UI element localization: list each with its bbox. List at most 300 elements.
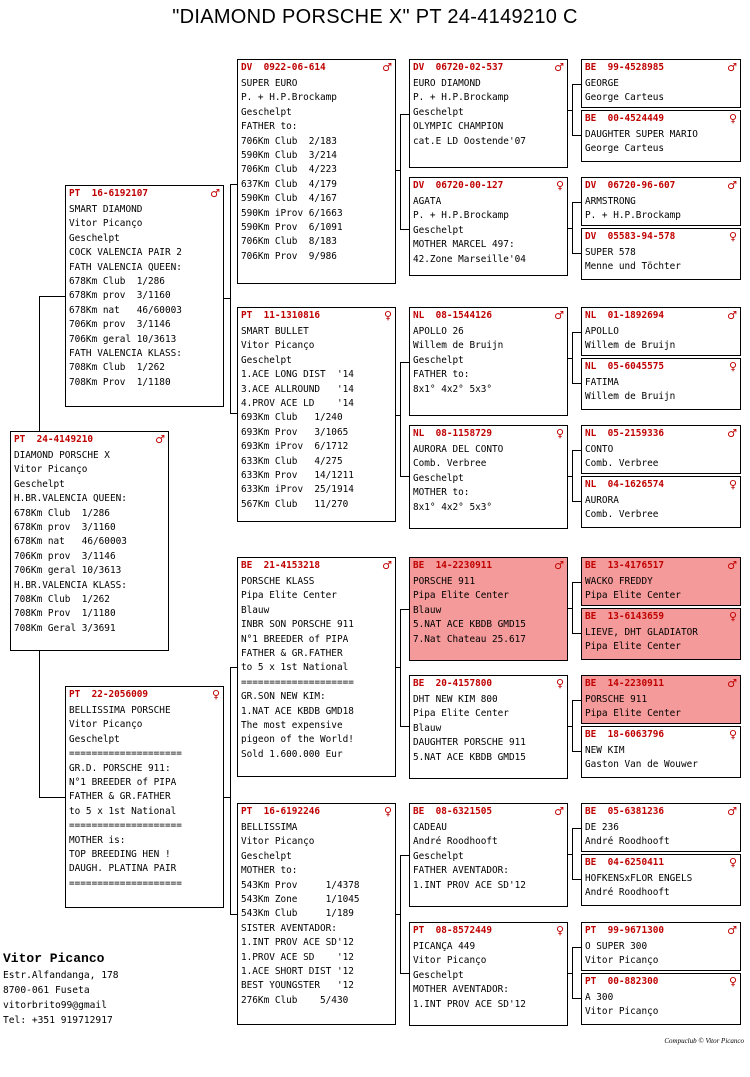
- ring-number: BE 14-2230911: [413, 560, 493, 571]
- connector-line: [572, 450, 573, 502]
- card-line: CADEAU: [413, 822, 447, 833]
- ring-number: DV 06720-96-607: [585, 180, 676, 191]
- card-header: [413, 61, 564, 76]
- ring-number: NL 08-1544126: [413, 310, 493, 321]
- card-line: FATHER & GR.FATHER: [69, 791, 171, 803]
- connector-line: [400, 114, 401, 230]
- pedigree-card-fmm: [409, 425, 568, 529]
- card-line: 706Km geral 10/3613: [14, 565, 122, 577]
- card-line: Vitor Picanço: [241, 836, 315, 848]
- card-line: Geschelpt: [241, 850, 292, 862]
- footer-credit: Compuclub © Vitor Picanco: [664, 1037, 744, 1045]
- card-line: 5.NAT ACE KBDB GMD15: [413, 619, 526, 631]
- card-line: 3.ACE ALLROUND '14: [241, 383, 354, 395]
- card-line: 678Km Club 1/286: [14, 507, 110, 519]
- ring-number: PT 16-6192246: [241, 806, 321, 817]
- connector-line: [572, 947, 581, 948]
- card-line: Geschelpt: [69, 232, 120, 244]
- card-line: 706Km prov 3/1146: [14, 550, 116, 562]
- card-line: P. + H.P.Brockamp: [413, 210, 509, 222]
- card-header: [585, 309, 737, 324]
- card-line: DAUGHTER PORSCHE 911: [413, 737, 526, 749]
- connector-line: [400, 476, 409, 477]
- ring-number: DV 06720-02-537: [413, 62, 504, 73]
- card-line: Comb. Verbree: [413, 458, 487, 470]
- card-line: ====================: [241, 676, 354, 688]
- pedigree-card-g13: [581, 803, 741, 852]
- connector-line: [400, 362, 409, 363]
- connector-line: [400, 609, 409, 610]
- card-line: MOTHER MARCEL 497:: [413, 239, 515, 251]
- owner-name: Vitor Picanco: [3, 951, 105, 966]
- connector-line: [572, 332, 581, 333]
- connector-line: [39, 296, 40, 431]
- card-line: TOP BREEDING HEN !: [69, 849, 171, 861]
- pedigree-card-g12: [581, 726, 741, 778]
- ring-number: BE 04-6250411: [585, 857, 665, 868]
- card-line: Vitor Picanço: [585, 1006, 659, 1018]
- card-line: 706Km geral 10/3613: [69, 333, 177, 345]
- male-icon: ♂: [554, 559, 564, 572]
- male-icon: ♂: [727, 677, 737, 690]
- card-line: 5.NAT ACE KBDB GMD15: [413, 751, 526, 763]
- male-icon: ♂: [727, 559, 737, 572]
- card-line: WACKO FREDDY: [585, 576, 653, 587]
- card-line: to 5 x 1st National: [241, 662, 349, 674]
- pedigree-card-g3: [581, 177, 741, 226]
- card-line: FATHER to:: [413, 369, 470, 381]
- card-line: 590Km iProv 6/1663: [241, 207, 343, 219]
- card-line: O SUPER 300: [585, 941, 648, 952]
- connector-line: [400, 973, 409, 974]
- card-header: [413, 924, 564, 939]
- ring-number: BE 08-6321505: [413, 806, 493, 817]
- pedigree-card-mmm: [409, 922, 568, 1026]
- male-icon: ♂: [727, 61, 737, 74]
- pedigree-card-g2: [581, 110, 741, 162]
- card-line: Willem de Bruijn: [413, 340, 504, 352]
- pedigree-card-g7: [581, 425, 741, 474]
- card-header: [241, 559, 392, 574]
- card-line: 1.PROV ACE SD '12: [241, 951, 354, 963]
- card-line: Comb. Verbree: [585, 509, 659, 521]
- connector-line: [572, 202, 573, 254]
- connector-line: [572, 202, 581, 203]
- card-line: OLYMPIC CHAMPION: [413, 121, 504, 133]
- connector-line: [396, 415, 400, 416]
- female-icon: ♀: [728, 478, 737, 491]
- card-line: 7.Nat Chateau 25.617: [413, 633, 526, 645]
- page-title: "DIAMOND PORSCHE X" PT 24-4149210 C: [172, 6, 578, 28]
- card-line: 8x1° 4x2° 5x3°: [413, 501, 493, 513]
- ring-number: BE 00-4524449: [585, 113, 665, 124]
- connector-line: [572, 253, 581, 254]
- card-line: 706Km prov 3/1146: [69, 319, 171, 331]
- connector-line: [568, 973, 572, 974]
- card-line: Vitor Picanço: [585, 955, 659, 967]
- card-line: Geschelpt: [14, 478, 65, 490]
- card-line: AGATA: [413, 196, 442, 207]
- connector-line: [572, 700, 573, 752]
- connector-line: [230, 667, 231, 915]
- connector-line: [230, 914, 237, 915]
- male-icon: ♂: [727, 427, 737, 440]
- card-header: [585, 856, 737, 871]
- connector-line: [396, 914, 400, 915]
- card-line: SUPER 578: [585, 247, 636, 258]
- card-line: DHT NEW KIM 800: [413, 694, 498, 705]
- card-line: PICANÇA 449: [413, 941, 476, 952]
- card-header: [413, 179, 564, 194]
- pedigree-card-g6: [581, 358, 741, 410]
- connector-line: [572, 828, 573, 880]
- connector-line: [572, 751, 581, 752]
- connector-line: [572, 700, 581, 701]
- pedigree-card-g1: [581, 59, 741, 108]
- card-line: Geschelpt: [413, 969, 464, 981]
- pedigree-card-ffm: [409, 177, 568, 276]
- card-header: [585, 805, 737, 820]
- female-icon: ♀: [383, 805, 392, 818]
- card-line: 543Km Club 1/189: [241, 908, 354, 920]
- ring-number: BE 99-4528985: [585, 62, 665, 73]
- female-icon: ♀: [211, 688, 220, 701]
- card-line: Willem de Bruijn: [585, 391, 676, 403]
- card-header: [413, 427, 564, 442]
- card-line: 8x1° 4x2° 5x3°: [413, 383, 493, 395]
- card-line: Sold 1.600.000 Eur: [241, 748, 343, 760]
- card-line: 567Km Club 11/270: [241, 498, 349, 510]
- card-line: cat.E LD Oostende'07: [413, 135, 526, 147]
- ring-number: BE 13-4176517: [585, 560, 665, 571]
- connector-line: [400, 726, 409, 727]
- card-line: 42.Zone Marseille'04: [413, 253, 526, 265]
- connector-line: [572, 879, 581, 880]
- card-line: INBR SON PORSCHE 911: [241, 619, 354, 631]
- card-line: 678Km prov 3/1160: [69, 290, 171, 302]
- card-line: 693Km iProv 6/1712: [241, 441, 349, 453]
- connector-line: [39, 797, 65, 798]
- connector-line: [572, 501, 581, 502]
- ring-number: BE 20-4157800: [413, 678, 493, 689]
- pedigree-card-g9: [581, 557, 741, 606]
- connector-line: [572, 84, 573, 136]
- card-line: MOTHER AVENTADOR:: [413, 984, 509, 996]
- male-icon: ♂: [210, 187, 220, 200]
- card-line: NEW KIM: [585, 745, 625, 756]
- female-icon: ♀: [383, 309, 392, 322]
- card-line: 1.NAT ACE KBDB GMD18: [241, 705, 354, 717]
- card-line: 1.ACE SHORT DIST '12: [241, 966, 354, 978]
- connector-line: [572, 383, 581, 384]
- pedigree-card-fm: [237, 307, 396, 522]
- owner-address: Estr.Alfandanga, 178: [3, 970, 119, 981]
- pedigree-card-mfm: [409, 675, 568, 779]
- card-line: Geschelpt: [413, 106, 464, 118]
- ring-number: DV 06720-00-127: [413, 180, 504, 191]
- card-line: Vitor Picanço: [14, 464, 88, 476]
- card-line: 543Km Prov 1/4378: [241, 879, 360, 891]
- card-header: [413, 309, 564, 324]
- connector-line: [230, 184, 231, 299]
- connector-line: [400, 609, 401, 727]
- card-line: to 5 x 1st National: [69, 805, 177, 817]
- connector-line: [572, 633, 581, 634]
- card-line: ====================: [69, 877, 182, 889]
- card-line: SMART DIAMOND: [69, 204, 143, 215]
- card-line: 637Km Club 4/179: [241, 178, 337, 190]
- ring-number: BE 13-6143659: [585, 611, 665, 622]
- pedigree-card-g16: [581, 973, 741, 1025]
- card-line: 1.INT PROV ACE SD'12: [413, 998, 526, 1010]
- male-icon: ♂: [554, 805, 564, 818]
- connector-line: [230, 184, 237, 185]
- connector-line: [400, 855, 401, 974]
- card-line: 4.PROV ACE LD '14: [241, 398, 354, 410]
- card-line: LIEVE, DHT GLADIATOR: [585, 627, 698, 638]
- card-line: SUPER EURO: [241, 78, 298, 89]
- connector-line: [568, 608, 572, 609]
- female-icon: ♀: [728, 360, 737, 373]
- card-header: [585, 427, 737, 442]
- card-line: GR.SON NEW KIM:: [241, 691, 326, 703]
- card-line: DIAMOND PORSCHE X: [14, 450, 110, 461]
- connector-line: [39, 651, 40, 798]
- pedigree-card-mm: [237, 803, 396, 1025]
- ring-number: PT 24-4149210: [14, 434, 94, 445]
- card-line: P. + H.P.Brockamp: [241, 92, 337, 104]
- connector-line: [568, 854, 572, 855]
- card-line: Pipa Elite Center: [585, 590, 681, 602]
- card-header: [241, 61, 392, 76]
- ring-number: BE 05-6381236: [585, 806, 665, 817]
- female-icon: ♀: [728, 856, 737, 869]
- card-line: 678Km prov 3/1160: [14, 522, 116, 534]
- connector-line: [224, 298, 230, 299]
- card-header: [413, 805, 564, 820]
- male-icon: ♂: [727, 309, 737, 322]
- card-line: 706Km Club 2/183: [241, 135, 337, 147]
- card-line: 1.ACE LONG DIST '14: [241, 369, 354, 381]
- ring-number: NL 08-1158729: [413, 428, 493, 439]
- male-icon: ♂: [727, 179, 737, 192]
- card-line: A 300: [585, 992, 614, 1003]
- card-line: ARMSTRONG: [585, 196, 636, 207]
- card-line: Pipa Elite Center: [413, 590, 509, 602]
- card-line: ====================: [69, 748, 182, 760]
- card-line: EURO DIAMOND: [413, 78, 481, 89]
- connector-line: [400, 855, 409, 856]
- connector-line: [400, 114, 409, 115]
- card-line: 276Km Club 5/430: [241, 994, 349, 1006]
- card-line: pigeon of the World!: [241, 734, 354, 746]
- connector-line: [572, 135, 581, 136]
- card-header: [585, 559, 737, 574]
- ring-number: PT 16-6192107: [69, 188, 149, 199]
- card-line: P. + H.P.Brockamp: [585, 210, 681, 222]
- card-line: 633Km Prov 14/1211: [241, 470, 354, 482]
- connector-line: [230, 667, 237, 668]
- card-line: Geschelpt: [69, 733, 120, 745]
- ring-number: NL 05-6045575: [585, 361, 665, 372]
- pedigree-card-g10: [581, 608, 741, 660]
- card-line: Pipa Elite Center: [241, 590, 337, 602]
- card-header: [585, 677, 737, 692]
- card-line: 678Km nat 46/60003: [69, 304, 182, 316]
- card-line: AURORA: [585, 495, 619, 506]
- card-line: 708Km Geral 3/3691: [14, 622, 116, 634]
- card-line: PORSCHE 911: [413, 576, 476, 587]
- card-line: 708Km Club 1/262: [69, 362, 165, 374]
- card-header: [585, 924, 737, 939]
- ring-number: PT 22-2056009: [69, 689, 149, 700]
- ring-number: PT 11-1310816: [241, 310, 321, 321]
- card-line: APOLLO 26: [413, 326, 464, 337]
- card-line: The most expensive: [241, 720, 343, 732]
- ring-number: NL 04-1626574: [585, 479, 665, 490]
- connector-line: [230, 298, 231, 414]
- card-header: [585, 975, 737, 990]
- card-line: FATHER to:: [241, 121, 298, 133]
- connector-line: [224, 797, 230, 798]
- card-line: 633Km Club 4/275: [241, 455, 343, 467]
- card-header: [585, 728, 737, 743]
- card-line: André Roodhooft: [585, 887, 670, 899]
- pedigree-card-g15: [581, 922, 741, 971]
- connector-line: [396, 667, 400, 668]
- card-line: FATHER AVENTADOR:: [413, 865, 509, 877]
- card-header: [585, 360, 737, 375]
- card-line: HOFKENSxFLOR ENGELS: [585, 873, 693, 884]
- card-line: PORSCHE 911: [585, 694, 648, 705]
- card-line: 543Km Zone 1/1045: [241, 894, 360, 906]
- card-line: SMART BULLET: [241, 326, 309, 337]
- card-line: Pipa Elite Center: [413, 708, 509, 720]
- connector-line: [39, 296, 65, 297]
- card-header: [14, 433, 165, 448]
- pedigree-card-subject: [10, 431, 169, 651]
- male-icon: ♂: [382, 559, 392, 572]
- pedigree-card-mff: [409, 557, 568, 661]
- card-line: 1.INT PROV ACE SD'12: [413, 879, 526, 891]
- male-icon: ♂: [554, 61, 564, 74]
- card-line: PORSCHE KLASS: [241, 576, 315, 587]
- card-header: [585, 61, 737, 76]
- card-line: DE 236: [585, 822, 619, 833]
- connector-line: [230, 413, 237, 414]
- card-header: [585, 230, 737, 245]
- card-line: FATH VALENCIA KLASS:: [69, 348, 182, 360]
- card-line: MOTHER is:: [69, 834, 126, 846]
- female-icon: ♀: [728, 728, 737, 741]
- card-line: Geschelpt: [413, 850, 464, 862]
- card-line: AURORA DEL CONTO: [413, 444, 504, 455]
- card-line: FATH VALENCIA QUEEN:: [69, 261, 182, 273]
- card-header: [585, 179, 737, 194]
- card-line: Geschelpt: [413, 224, 464, 236]
- card-line: Blauw: [241, 604, 270, 616]
- pedigree-card-father: [65, 185, 224, 407]
- card-line: 706Km Prov 9/986: [241, 250, 337, 262]
- card-line: Vitor Picanço: [69, 719, 143, 731]
- card-line: Pipa Elite Center: [585, 641, 681, 653]
- ring-number: BE 21-4153218: [241, 560, 321, 571]
- pedigree-card-g14: [581, 854, 741, 906]
- card-line: Willem de Bruijn: [585, 340, 676, 352]
- female-icon: ♀: [555, 677, 564, 690]
- card-line: 678Km nat 46/60003: [14, 536, 127, 548]
- card-line: BEST YOUNGSTER '12: [241, 980, 354, 992]
- connector-line: [396, 170, 400, 171]
- connector-line: [568, 476, 572, 477]
- connector-line: [572, 332, 573, 384]
- card-line: GR.D. PORSCHE 911:: [69, 762, 171, 774]
- connector-line: [568, 110, 572, 111]
- card-line: P. + H.P.Brockamp: [413, 92, 509, 104]
- owner-email: vitorbrito99@gmail: [3, 1000, 107, 1011]
- card-line: 708Km Club 1/262: [14, 594, 110, 606]
- male-icon: ♂: [727, 805, 737, 818]
- male-icon: ♂: [382, 61, 392, 74]
- card-line: 693Km Prov 3/1065: [241, 426, 349, 438]
- ring-number: PT 99-9671300: [585, 925, 665, 936]
- card-line: George Carteus: [585, 143, 665, 155]
- card-line: BELLISSIMA: [241, 822, 298, 833]
- connector-line: [572, 84, 581, 85]
- card-header: [413, 677, 564, 692]
- card-line: GEORGE: [585, 78, 619, 89]
- ring-number: PT 00-882300: [585, 976, 659, 987]
- connector-line: [400, 362, 401, 477]
- connector-line: [572, 947, 573, 999]
- pedigree-card-g4: [581, 228, 741, 280]
- card-line: Vitor Picanço: [241, 340, 315, 352]
- pedigree-card-g11: [581, 675, 741, 724]
- card-line: H.BR.VALENCIA QUEEN:: [14, 493, 127, 505]
- card-line: Menne und Töchter: [585, 261, 681, 273]
- female-icon: ♀: [728, 112, 737, 125]
- male-icon: ♂: [554, 309, 564, 322]
- card-line: APOLLO: [585, 326, 619, 337]
- card-line: Pipa Elite Center: [585, 708, 681, 720]
- female-icon: ♀: [555, 427, 564, 440]
- connector-line: [572, 582, 581, 583]
- card-line: Geschelpt: [241, 354, 292, 366]
- card-header: [413, 559, 564, 574]
- connector-line: [568, 228, 572, 229]
- card-line: N°1 BREEDER of PIPA: [241, 633, 349, 645]
- card-line: 590Km Club 3/214: [241, 150, 337, 162]
- card-line: DAUGHTER SUPER MARIO: [585, 129, 698, 140]
- card-line: COCK VALENCIA PAIR 2: [69, 247, 182, 259]
- ring-number: PT 08-8572449: [413, 925, 493, 936]
- card-header: [241, 805, 392, 820]
- owner-phone: Tel: +351 919712917: [3, 1015, 113, 1026]
- card-header: [69, 187, 220, 202]
- female-icon: ♀: [728, 610, 737, 623]
- connector-line: [568, 358, 572, 359]
- card-line: Geschelpt: [241, 106, 292, 118]
- ring-number: BE 14-2230911: [585, 678, 665, 689]
- connector-line: [568, 726, 572, 727]
- card-line: MOTHER to:: [241, 865, 298, 877]
- card-line: 590Km Club 4/167: [241, 193, 337, 205]
- card-line: André Roodhooft: [585, 836, 670, 848]
- owner-postal: 8700-061 Fuseta: [3, 985, 90, 996]
- card-header: [585, 610, 737, 625]
- male-icon: ♂: [155, 433, 165, 446]
- card-line: 693Km Club 1/240: [241, 412, 343, 424]
